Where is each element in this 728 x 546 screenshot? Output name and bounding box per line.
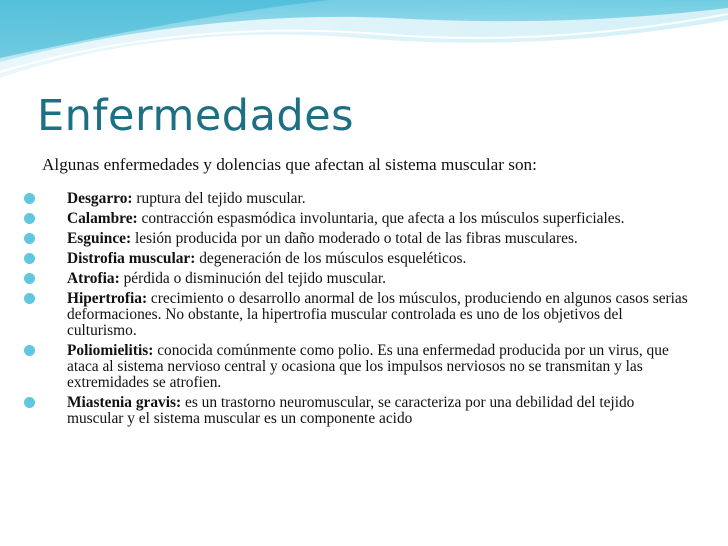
item-text: conocida comúnmente como polio. Es una enfermedad producida por un virus, que ataca al sistema nervioso central y ocasiona que los impulsos nerviosos no se transmitan y las extremidades se atrofien. — [67, 342, 669, 391]
list-item — [24, 191, 692, 207]
bullet-icon — [24, 193, 35, 204]
item-text: ruptura del tejido muscular. — [132, 190, 306, 207]
bullet-icon — [24, 253, 35, 264]
item-term: Atrofia: — [67, 270, 120, 287]
bullet-icon — [24, 213, 35, 224]
bullet-icon — [24, 293, 35, 304]
list-item — [24, 291, 692, 339]
list-item — [24, 211, 692, 227]
list-item — [24, 395, 692, 427]
item-text: pérdida o disminución del tejido muscular. — [119, 270, 387, 287]
item-text: contracción espasmódica involuntaria, que afecta a los músculos superficiales. — [137, 210, 625, 227]
item-term: Desgarro: — [67, 190, 133, 207]
disease-list — [24, 191, 692, 431]
list-item — [24, 271, 692, 287]
item-text: lesión producida por un daño moderado o total de las fibras musculares. — [131, 230, 578, 247]
item-text: crecimiento o desarrollo anormal de los músculos, produciendo en algunos casos serias deformaciones. No obstante, la hipertrofia muscular controlada es uno de los objetivos del culturismo. — [67, 290, 688, 339]
slide-title: Enfermedades — [37, 91, 355, 141]
item-term: Poliomielitis: — [67, 342, 154, 359]
item-term: Calambre: — [67, 210, 138, 227]
item-term: Miastenia gravis: — [67, 394, 182, 411]
item-text: es un trastorno neuromuscular, se caracteriza por una debilidad del tejido muscular y el sistema muscular es un componente acido — [67, 394, 635, 427]
bullet-icon — [24, 397, 35, 408]
item-text: degeneración de los músculos esqueléticos. — [195, 250, 467, 267]
list-item — [24, 231, 692, 247]
intro-text: Algunas enfermedades y dolencias que afectan al sistema muscular son: — [42, 155, 537, 174]
item-term: Hipertrofia: — [67, 290, 148, 307]
bullet-icon — [24, 273, 35, 284]
item-term: Esguince: — [67, 230, 132, 247]
list-item — [24, 343, 692, 391]
bullet-icon — [24, 233, 35, 244]
item-term: Distrofia muscular: — [67, 250, 196, 267]
list-item — [24, 251, 692, 267]
bullet-icon — [24, 345, 35, 356]
